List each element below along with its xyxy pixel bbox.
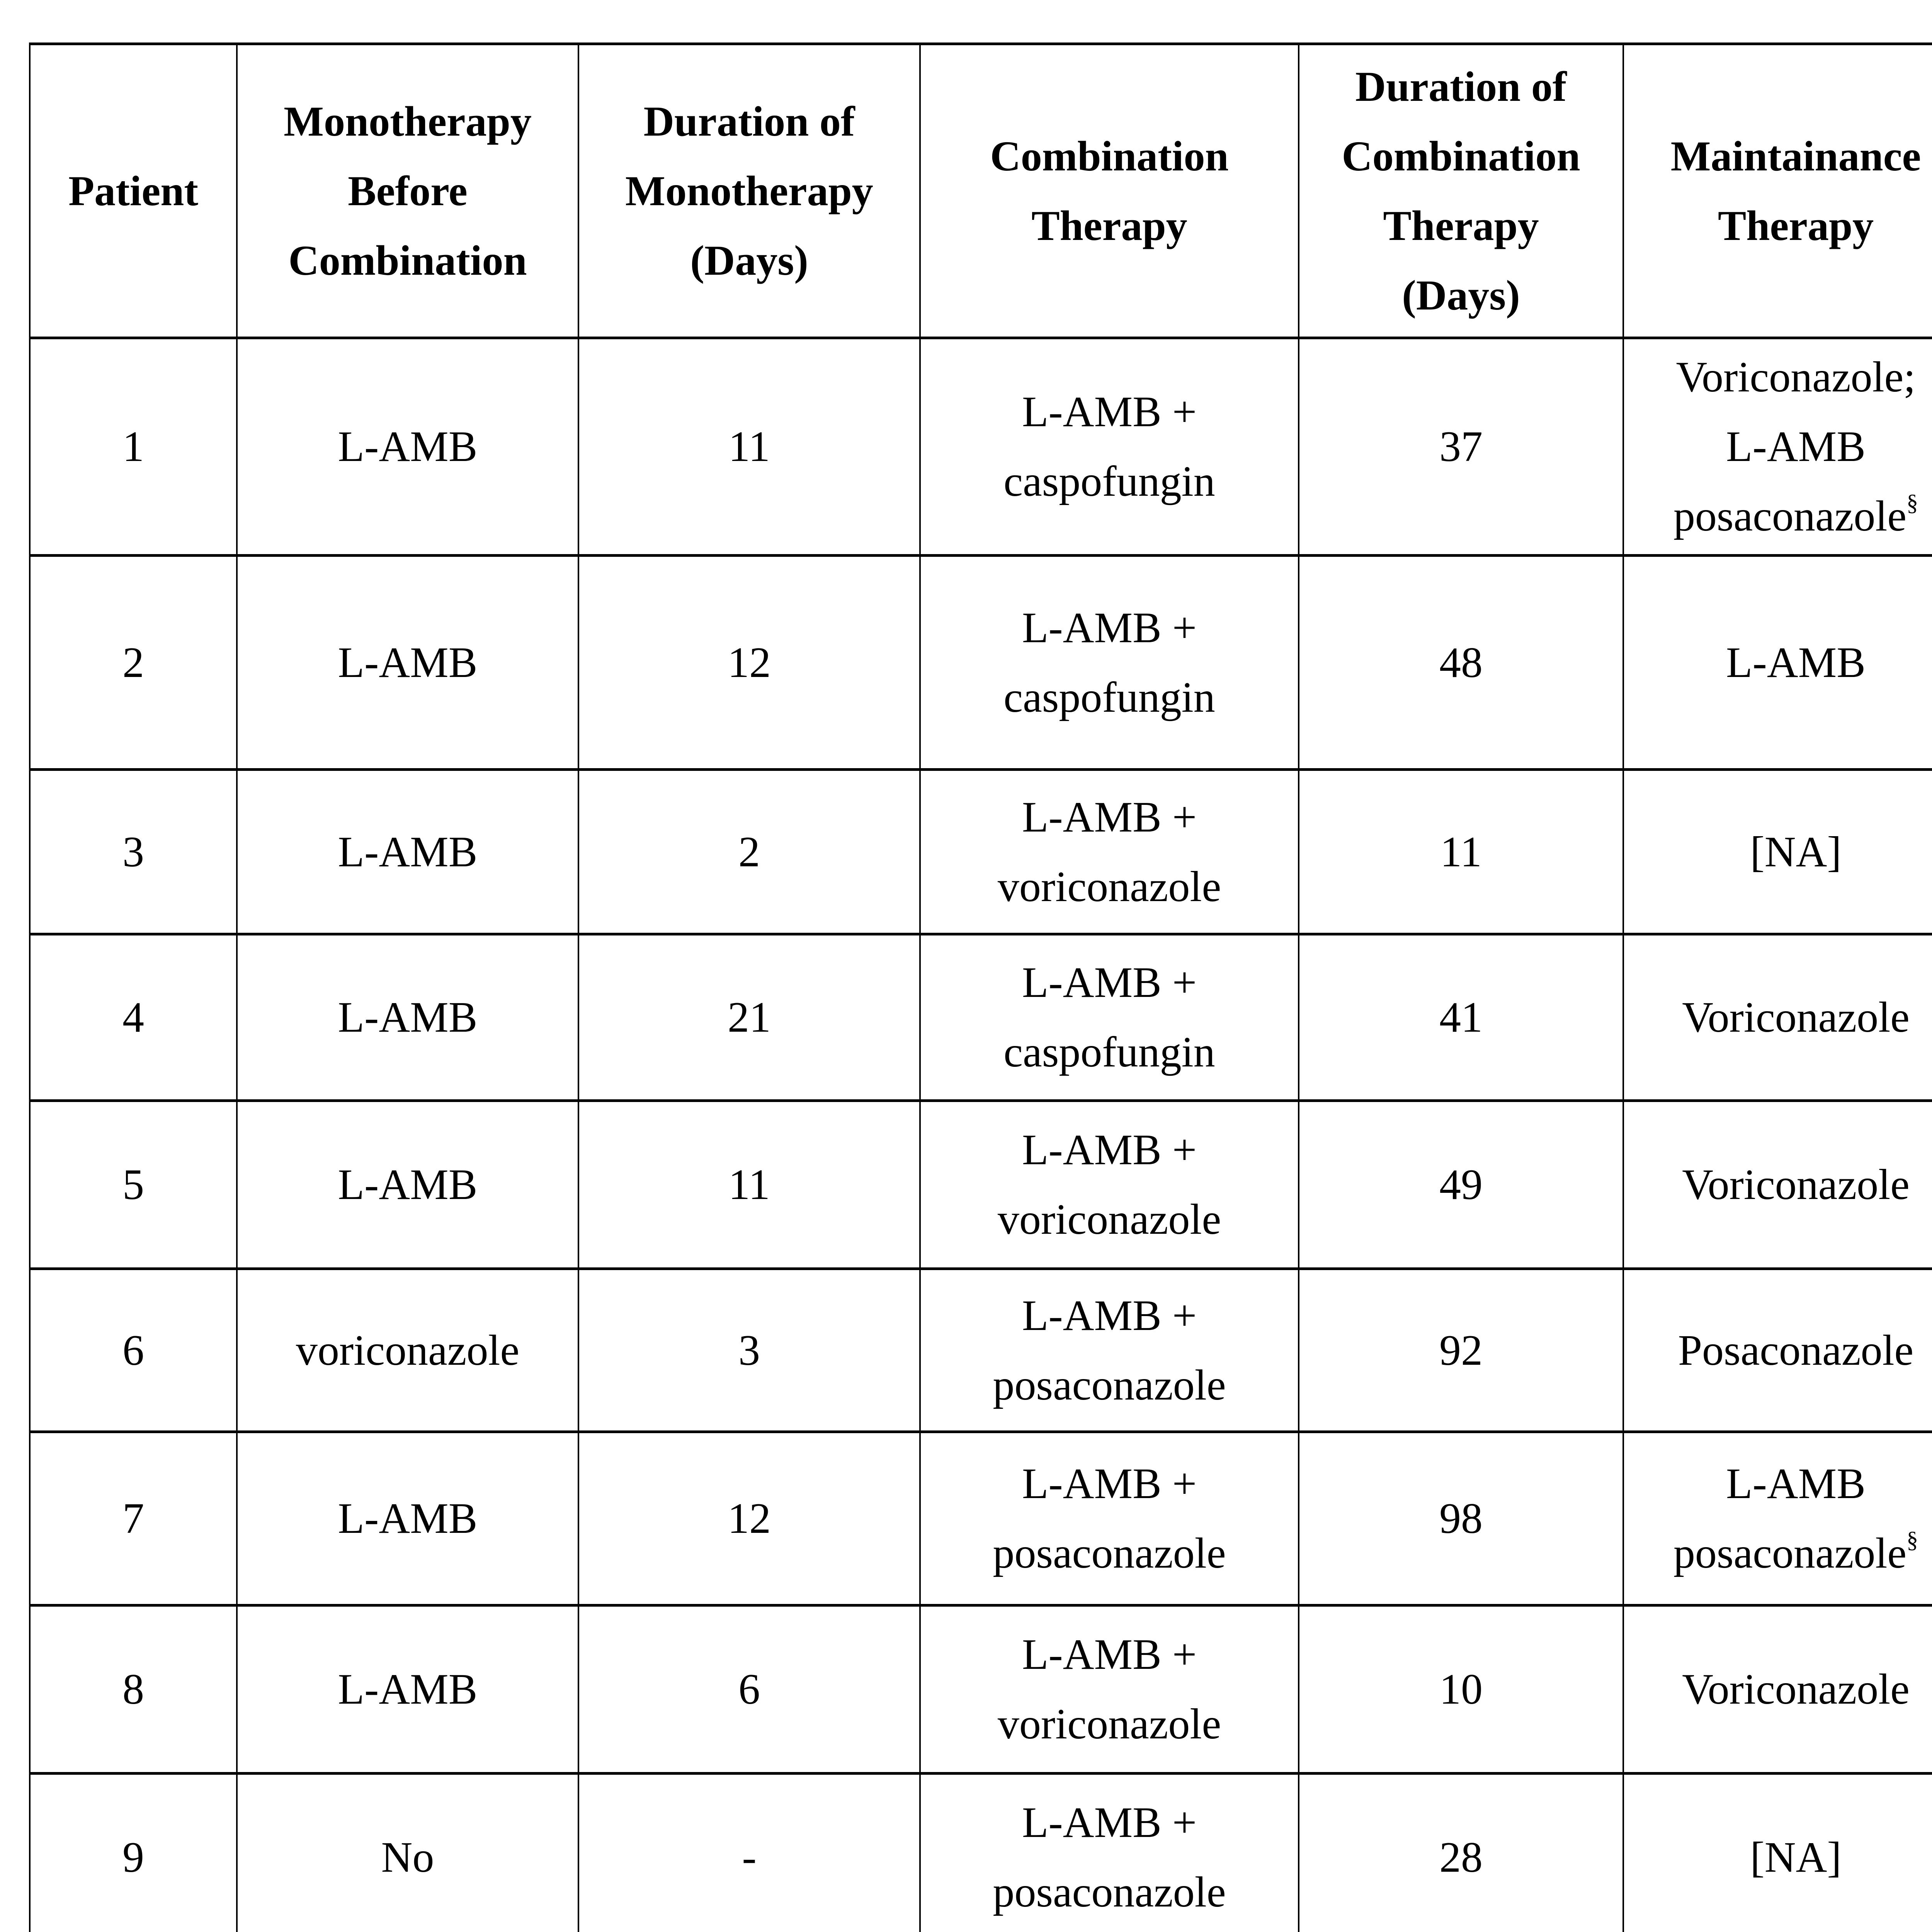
- cell-combination-therapy-line-text: posaconazole: [993, 1529, 1226, 1577]
- cell-combination-duration: [1299, 1269, 1623, 1432]
- header-line: Combination: [1342, 133, 1580, 180]
- cell-patient-text: 3: [122, 828, 144, 876]
- cell-maintainance-therapy: [1623, 556, 1932, 770]
- cell-monotherapy-duration: [578, 1269, 920, 1432]
- cell-combination-therapy-line: [929, 1449, 1290, 1519]
- header-line: Duration of: [1355, 63, 1567, 110]
- cell-maintainance-therapy-line-text: Voriconazole: [1682, 1665, 1910, 1713]
- cell-patient: [30, 1269, 237, 1432]
- cell-combination-therapy-line: [929, 1281, 1290, 1350]
- cell-combination-therapy-line: [929, 1350, 1290, 1420]
- header-line: Therapy: [1383, 202, 1539, 249]
- cell-monotherapy-duration: [578, 556, 920, 770]
- cell-combination-duration-text: 92: [1439, 1326, 1483, 1374]
- cell-monotherapy-before-text: L-AMB: [338, 1665, 478, 1713]
- cell-combination-therapy-line-text: L-AMB +: [1022, 1126, 1197, 1174]
- cell-combination-duration-text: 48: [1439, 638, 1483, 687]
- cell-monotherapy-duration-text: 12: [728, 638, 771, 687]
- header-monotherapy-before-combination: [237, 44, 578, 338]
- cell-patient-text: 1: [122, 423, 144, 471]
- cell-maintainance-therapy-line-text: Voriconazole;: [1676, 353, 1916, 401]
- cell-monotherapy-before: [237, 1269, 578, 1432]
- cell-combination-duration: [1299, 1605, 1623, 1774]
- cell-combination-therapy: [920, 1774, 1299, 1932]
- cell-combination-therapy-line: [929, 782, 1290, 852]
- table-row: [30, 770, 1932, 934]
- cell-combination-therapy: [920, 770, 1299, 934]
- cell-monotherapy-before: [237, 770, 578, 934]
- cell-combination-therapy-line-text: posaconazole: [993, 1361, 1226, 1409]
- cell-maintainance-therapy-line: [1632, 481, 1932, 551]
- cell-maintainance-therapy-line: [1632, 1655, 1932, 1724]
- cell-combination-therapy-line-text: voriconazole: [997, 862, 1221, 911]
- cell-maintainance-therapy-line: [1632, 1316, 1932, 1385]
- cell-maintainance-therapy: [1623, 1774, 1932, 1932]
- cell-combination-therapy-line-text: L-AMB +: [1022, 1799, 1197, 1847]
- cell-maintainance-therapy-line-text: posaconazole: [1673, 1529, 1907, 1577]
- cell-patient-text: 2: [122, 638, 144, 687]
- table-row: [30, 556, 1932, 770]
- cell-combination-therapy: [920, 1432, 1299, 1605]
- cell-monotherapy-duration-text: 3: [738, 1326, 760, 1374]
- cell-monotherapy-duration-text: 11: [728, 1161, 770, 1209]
- header-maintainance-therapy: [1623, 44, 1932, 338]
- cell-combination-duration: [1299, 770, 1623, 934]
- cell-combination-therapy-line: [929, 948, 1290, 1017]
- cell-combination-therapy-line: [929, 1017, 1290, 1087]
- cell-combination-therapy-line: [929, 593, 1290, 663]
- cell-maintainance-therapy: [1623, 1101, 1932, 1269]
- header-patient: [30, 44, 237, 338]
- cell-combination-therapy: [920, 934, 1299, 1101]
- cell-maintainance-therapy-line-text: Posaconazole: [1678, 1326, 1914, 1374]
- footnote-mark: §: [1906, 1527, 1918, 1553]
- header-line: Maintainance: [1670, 133, 1921, 180]
- cell-maintainance-therapy-line-text: Voriconazole: [1682, 1161, 1910, 1209]
- cell-maintainance-therapy-line: [1632, 1150, 1932, 1219]
- table-row: [30, 934, 1932, 1101]
- cell-patient: [30, 934, 237, 1101]
- cell-monotherapy-before: [237, 556, 578, 770]
- cell-combination-duration: [1299, 338, 1623, 556]
- cell-monotherapy-duration-text: 21: [728, 993, 771, 1041]
- table-body: [30, 338, 1932, 1932]
- cell-monotherapy-before-text: L-AMB: [338, 1161, 478, 1209]
- cell-maintainance-therapy: [1623, 1432, 1932, 1605]
- cell-monotherapy-duration-text: 11: [728, 423, 770, 471]
- cell-maintainance-therapy-line: [1632, 1449, 1932, 1519]
- cell-monotherapy-before: [237, 338, 578, 556]
- cell-monotherapy-before-text: L-AMB: [338, 423, 478, 471]
- cell-monotherapy-before: [237, 934, 578, 1101]
- header-row: [30, 44, 1932, 338]
- cell-combination-duration-text: 41: [1439, 993, 1483, 1041]
- cell-combination-therapy-line-text: L-AMB +: [1022, 604, 1197, 652]
- cell-combination-duration: [1299, 1101, 1623, 1269]
- cell-patient-text: 4: [122, 993, 144, 1041]
- header-line: Monotherapy: [284, 98, 532, 145]
- cell-combination-therapy-line-text: L-AMB +: [1022, 959, 1197, 1007]
- cell-combination-therapy-line-text: L-AMB +: [1022, 1460, 1197, 1508]
- cell-combination-therapy-line-text: L-AMB +: [1022, 793, 1197, 841]
- cell-patient: [30, 1774, 237, 1932]
- cell-combination-therapy-line: [929, 1115, 1290, 1185]
- cell-monotherapy-before: [237, 1432, 578, 1605]
- cell-combination-therapy-line: [929, 1185, 1290, 1254]
- cell-monotherapy-duration: [578, 1101, 920, 1269]
- cell-monotherapy-duration: [578, 1605, 920, 1774]
- cell-maintainance-therapy: [1623, 338, 1932, 556]
- cell-monotherapy-before-text: L-AMB: [338, 638, 478, 687]
- cell-combination-duration: [1299, 1432, 1623, 1605]
- cell-combination-therapy-line: [929, 1788, 1290, 1857]
- cell-combination-therapy: [920, 1605, 1299, 1774]
- cell-monotherapy-duration-text: -: [742, 1833, 757, 1881]
- cell-maintainance-therapy-line-text: L-AMB: [1726, 1460, 1866, 1508]
- cell-combination-duration: [1299, 934, 1623, 1101]
- cell-combination-therapy-line-text: posaconazole: [993, 1868, 1226, 1916]
- cell-combination-therapy: [920, 1269, 1299, 1432]
- cell-monotherapy-before-text: No: [381, 1833, 434, 1881]
- cell-maintainance-therapy-line: [1632, 817, 1932, 887]
- cell-combination-therapy-line: [929, 1857, 1290, 1927]
- cell-maintainance-therapy-line-text: [NA]: [1750, 828, 1842, 876]
- cell-maintainance-therapy-line-text: Voriconazole: [1682, 993, 1910, 1041]
- footnote-mark: §: [1906, 490, 1918, 515]
- cell-combination-duration-text: 28: [1439, 1833, 1483, 1881]
- cell-combination-therapy: [920, 556, 1299, 770]
- cell-combination-therapy-line-text: L-AMB +: [1022, 1631, 1197, 1679]
- header-line: Combination: [288, 237, 527, 284]
- header-line: Duration of: [643, 98, 855, 145]
- header-combination-therapy: [920, 44, 1299, 338]
- cell-combination-duration-text: 37: [1439, 423, 1483, 471]
- cell-combination-therapy-line: [929, 1689, 1290, 1759]
- cell-maintainance-therapy: [1623, 1605, 1932, 1774]
- cell-patient: [30, 556, 237, 770]
- cell-patient-text: 6: [122, 1326, 144, 1374]
- cell-maintainance-therapy-line: [1632, 412, 1932, 481]
- cell-monotherapy-duration-text: 6: [738, 1665, 760, 1713]
- cell-patient: [30, 1432, 237, 1605]
- cell-combination-duration-text: 98: [1439, 1495, 1483, 1543]
- cell-maintainance-therapy-line-text: [NA]: [1750, 1833, 1842, 1881]
- cell-maintainance-therapy-line: [1632, 628, 1932, 697]
- cell-monotherapy-duration: [578, 934, 920, 1101]
- cell-combination-therapy-line: [929, 1519, 1290, 1588]
- cell-patient-text: 7: [122, 1495, 144, 1543]
- cell-maintainance-therapy-line-text: L-AMB: [1726, 423, 1866, 471]
- table-row: [30, 1432, 1932, 1605]
- cell-combination-duration-text: 11: [1440, 828, 1482, 876]
- header-line: (Days): [690, 237, 808, 284]
- cell-combination-therapy-line: [929, 663, 1290, 732]
- cell-combination-therapy-line-text: L-AMB +: [1022, 388, 1197, 436]
- cell-maintainance-therapy-line: [1632, 983, 1932, 1052]
- table-row: [30, 1269, 1932, 1432]
- header-line: Therapy: [1718, 202, 1874, 249]
- cell-monotherapy-duration: [578, 770, 920, 934]
- cell-combination-therapy-line-text: caspofungin: [1003, 673, 1215, 721]
- cell-patient: [30, 1605, 237, 1774]
- cell-monotherapy-duration: [578, 338, 920, 556]
- cell-monotherapy-before-text: L-AMB: [338, 993, 478, 1041]
- treatment-table: [29, 43, 1932, 1932]
- cell-monotherapy-duration-text: 12: [728, 1495, 771, 1543]
- cell-maintainance-therapy: [1623, 770, 1932, 934]
- header-line: Before: [348, 167, 468, 214]
- header-line: Combination: [990, 133, 1229, 180]
- cell-combination-therapy-line-text: caspofungin: [1003, 457, 1215, 505]
- cell-monotherapy-before-text: voriconazole: [296, 1326, 520, 1374]
- cell-monotherapy-duration-text: 2: [738, 828, 760, 876]
- cell-combination-therapy-line: [929, 1620, 1290, 1689]
- cell-combination-therapy: [920, 1101, 1299, 1269]
- cell-monotherapy-duration: [578, 1774, 920, 1932]
- header-line: Therapy: [1031, 202, 1187, 249]
- cell-combination-therapy-line-text: caspofungin: [1003, 1028, 1215, 1076]
- cell-combination-therapy-line: [929, 447, 1290, 516]
- cell-combination-duration: [1299, 1774, 1623, 1932]
- cell-monotherapy-duration: [578, 1432, 920, 1605]
- cell-patient-text: 5: [122, 1161, 144, 1209]
- cell-patient: [30, 338, 237, 556]
- cell-monotherapy-before: [237, 1774, 578, 1932]
- cell-maintainance-therapy: [1623, 1269, 1932, 1432]
- cell-patient: [30, 1101, 237, 1269]
- header-line: Patient: [68, 167, 198, 214]
- cell-monotherapy-before: [237, 1605, 578, 1774]
- cell-combination-therapy-line-text: L-AMB +: [1022, 1291, 1197, 1340]
- cell-patient: [30, 770, 237, 934]
- cell-patient-text: 9: [122, 1833, 144, 1881]
- table-row: [30, 338, 1932, 556]
- header-duration-of-monotherapy: [578, 44, 920, 338]
- cell-maintainance-therapy-line: [1632, 1519, 1932, 1588]
- table-row: [30, 1774, 1932, 1932]
- cell-combination-therapy: [920, 338, 1299, 556]
- cell-monotherapy-before: [237, 1101, 578, 1269]
- cell-combination-therapy-line: [929, 852, 1290, 922]
- cell-combination-duration-text: 49: [1439, 1161, 1483, 1209]
- cell-maintainance-therapy: [1623, 934, 1932, 1101]
- cell-combination-therapy-line-text: voriconazole: [997, 1700, 1221, 1748]
- cell-maintainance-therapy-line: [1632, 1823, 1932, 1892]
- header-line: (Days): [1402, 272, 1520, 319]
- cell-combination-therapy-line: [929, 377, 1290, 447]
- header-duration-of-combination-therapy: [1299, 44, 1623, 338]
- cell-maintainance-therapy-line: [1632, 342, 1932, 412]
- table-row: [30, 1605, 1932, 1774]
- cell-monotherapy-before-text: L-AMB: [338, 828, 478, 876]
- cell-maintainance-therapy-line-text: L-AMB: [1726, 638, 1866, 687]
- cell-monotherapy-before-text: L-AMB: [338, 1495, 478, 1543]
- table-row: [30, 1101, 1932, 1269]
- cell-combination-duration-text: 10: [1439, 1665, 1483, 1713]
- header-line: Monotherapy: [625, 167, 873, 214]
- cell-patient-text: 8: [122, 1665, 144, 1713]
- cell-maintainance-therapy-line-text: posaconazole: [1673, 492, 1907, 540]
- cell-combination-duration: [1299, 556, 1623, 770]
- cell-combination-therapy-line-text: voriconazole: [997, 1196, 1221, 1243]
